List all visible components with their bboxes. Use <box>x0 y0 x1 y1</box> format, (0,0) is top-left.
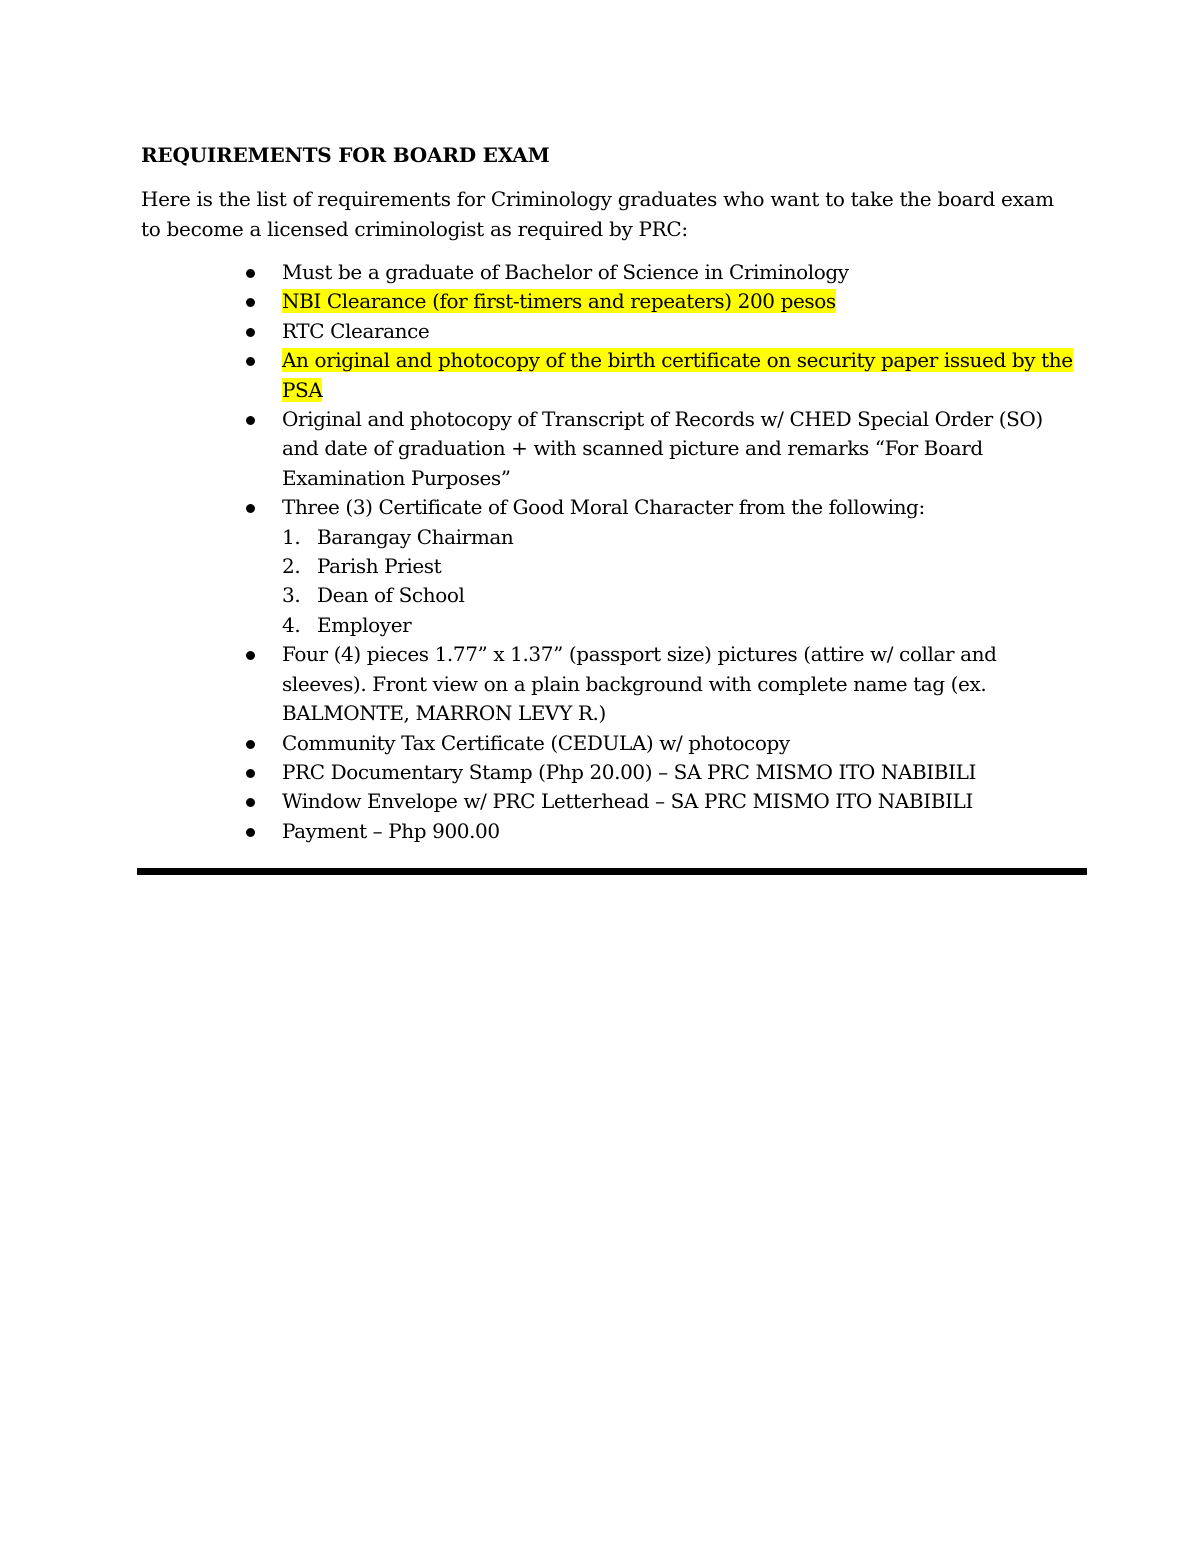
requirement-item <box>0 787 1082 816</box>
bullet-icon <box>246 269 255 278</box>
good-moral-source-item <box>282 581 1082 610</box>
requirement-text: RTC Clearance <box>282 318 430 343</box>
requirement-item <box>0 258 1082 287</box>
requirement-text: Four (4) pieces 1.77” x 1.37” (passport size) pictures (attire w/ collar and sleeves). Front view on a plain background with complete name tag (ex. BALMONTE, MARRON LEVY R.) <box>282 642 997 726</box>
bullet-icon <box>246 798 255 807</box>
good-moral-sources-list <box>282 523 1082 641</box>
requirement-item <box>0 287 1082 316</box>
good-moral-source-item <box>282 523 1082 552</box>
intro-paragraph: Here is the list of requirements for Criminology graduates who want to take the board exam to become a licensed criminologist as required by PRC: <box>141 187 1054 241</box>
good-moral-source-label: Barangay Chairman <box>317 524 514 549</box>
bullet-icon <box>246 651 255 660</box>
bullet-icon <box>246 416 255 425</box>
bullet-icon <box>246 328 255 337</box>
requirement-item <box>0 317 1082 346</box>
list-number: 2. <box>282 554 301 579</box>
bullet-icon <box>246 298 255 307</box>
requirement-text: Must be a graduate of Bachelor of Science in Criminology <box>282 260 849 284</box>
document-title: REQUIREMENTS FOR BOARD EXAM <box>141 143 550 167</box>
requirement-item <box>0 729 1082 758</box>
requirements-list <box>0 258 1200 846</box>
requirement-item <box>0 817 1082 846</box>
requirement-item <box>0 640 1082 728</box>
requirement-text-highlighted: An original and photocopy of the birth certificate on security paper issued by the PSA <box>282 348 1073 402</box>
requirement-text: Window Envelope w/ PRC Letterhead – SA PRC MISMO ITO NABIBILI <box>282 789 973 814</box>
horizontal-rule <box>137 868 1087 875</box>
requirement-text: Payment – Php 900.00 <box>282 818 500 843</box>
list-number: 4. <box>282 612 301 637</box>
requirement-item <box>0 346 1082 405</box>
requirement-item <box>0 493 1082 640</box>
requirement-item <box>0 405 1082 493</box>
requirement-text-highlighted: NBI Clearance (for first-timers and repeaters) 200 pesos <box>282 289 836 314</box>
good-moral-source-item <box>282 552 1082 581</box>
list-number: 3. <box>282 583 301 608</box>
requirement-text: Original and photocopy of Transcript of Records w/ CHED Special Order (SO) and date of graduation + with scanned picture and remarks “For Board Examination Purposes” <box>282 407 1043 490</box>
requirement-text: Community Tax Certificate (CEDULA) w/ photocopy <box>282 730 790 755</box>
bullet-icon <box>246 769 255 778</box>
good-moral-source-item <box>282 611 1082 640</box>
bullet-icon <box>246 828 255 837</box>
good-moral-source-label: Parish Priest <box>317 554 442 579</box>
list-number: 1. <box>282 524 301 549</box>
bullet-icon <box>246 740 255 749</box>
good-moral-source-label: Dean of School <box>317 583 465 608</box>
requirement-text: Three (3) Certificate of Good Moral Character from the following: <box>282 495 925 520</box>
requirement-item <box>0 758 1082 787</box>
bullet-icon <box>246 504 255 513</box>
requirement-text: PRC Documentary Stamp (Php 20.00) – SA PRC MISMO ITO NABIBILI <box>282 759 976 784</box>
bullet-icon <box>246 357 255 366</box>
good-moral-source-label: Employer <box>317 612 412 637</box>
